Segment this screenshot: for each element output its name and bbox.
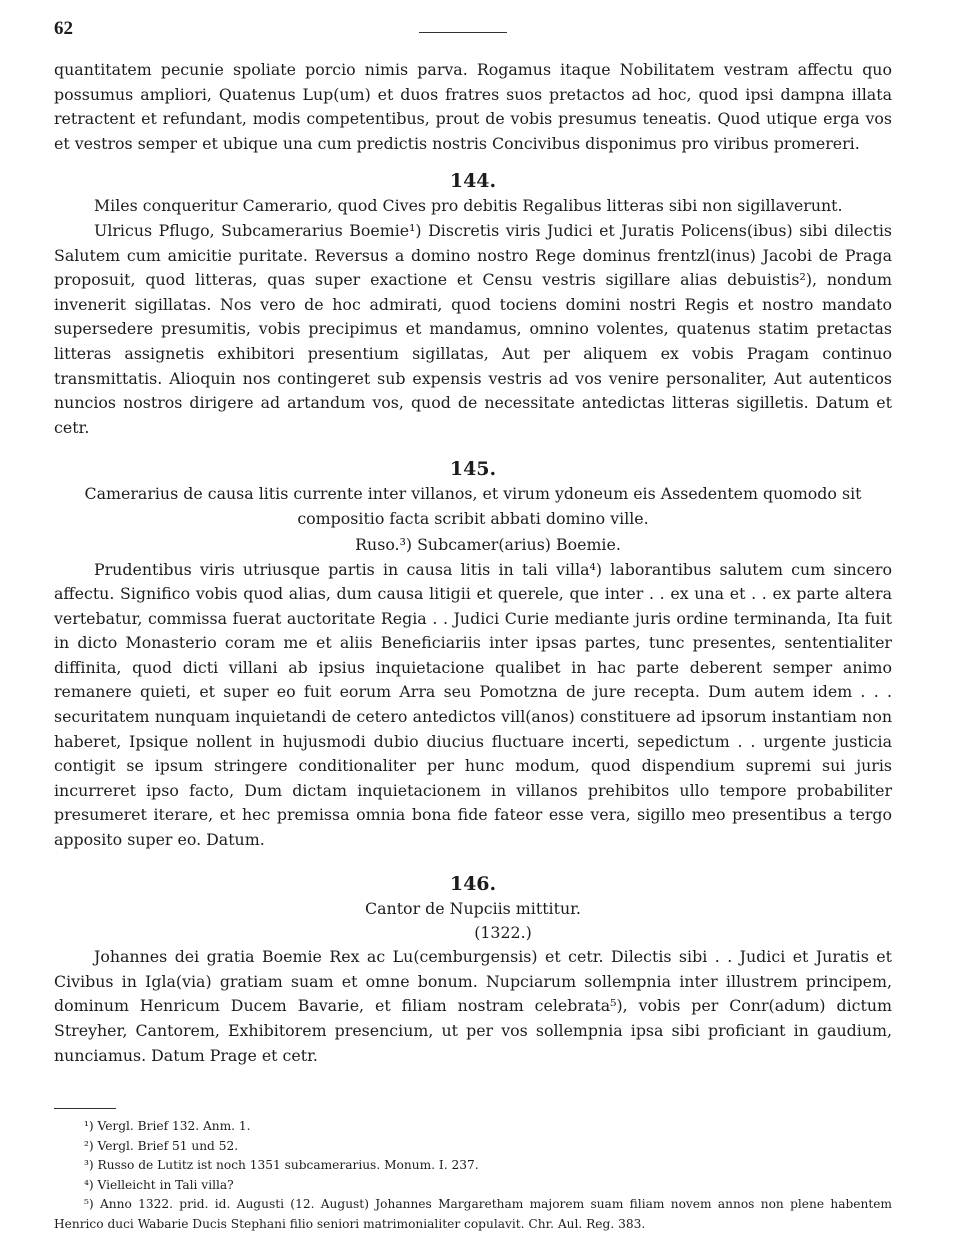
page-number: 62 bbox=[54, 18, 73, 39]
document-number-145: 145. bbox=[449, 458, 497, 481]
document-number-146: 146. bbox=[449, 872, 497, 895]
document-page bbox=[54, 14, 892, 1244]
document-title-145-line1: Camerarius de causa litis currente inter villanos, et virum ydoneum eis Assedentem quomodo sit bbox=[84, 484, 862, 504]
footnote-4: ⁴) Vielleicht in Tali villa? bbox=[84, 1177, 234, 1192]
document-body-144: Ulricus Pflugo, Subcamerarius Boemie¹) Discretis viris Judici et Juratis Policens(ibus) sibi dilectis Salutem cum amicitie puritate. Reversus a domino nostro Rege dominus frentzl(inus) Jacobi de Praga proposuit, quod litteras, quas super exactione et Censu vestris sigillare alias debuistis²), nondum invenerit sigillatas. Nos vero de hoc admirati, quod tociens domini nostri Regis et nostro mandato supersedere presumitis, vobis precipimus et mandamus, omnino volentes, quatenus statim pretactas litteras assignetis exhibitori presentium sigillatas, Aut per aliquem ex vobis Pragam continuo transmittatis. Alioquin nos contingeret sub expensis vestris ad vos venire personaliter, Aut autenticos nuncios nostros dirigere ad artandum vos, quod de necessitate antedictas litteras sigilletis. Datum et cetr. bbox=[54, 220, 892, 437]
document-body-145: Prudentibus viris utriusque partis in causa litis in tali villa⁴) laborantibus salutem cum sincero affectu. Significo vobis quod alias, dum causa litigii et querele, que inter . . ex una et . . ex parte altera vertebatur, commissa fuerat auctoritate Regia . . Judici Curie mediante juris ordine terminanda, Ita fuit in dicto Monasterio coram me et aliis Beneficiariis inter ipsas partes, tunc presentes, sententialiter diffinita, quod dicti villani ab ipsius inquietacione qualibet in hac parte deberent semper animo remanere quieti, et super eo fuit eorum Arra seu Pomotzna de jure recepta. Dum autem idem . . . securitatem nunquam inquietandi de cetero antedictos vill(anos) constituere ad ipsorum instantiam non haberet, Ipsique nollent in hujusmodi dubio diucius fluctuare incerti, sepedictum . . urgente justicia contigit se ipsum stringere conditionaliter per hunc modum, quod dispendium supremi sui juris incurreret ipso facto, Dum dictam inquietacionem in villanos prehibitos ullo tempore probabiliter presumeret iterare, et hec premissa omnia bona fide fateor esse vera, sigillo meo presentibus a tergo apposito super eo. Datum. bbox=[54, 559, 892, 850]
document-title-146: Cantor de Nupciis mittitur. bbox=[365, 898, 581, 918]
document-body-146: Johannes dei gratia Boemie Rex ac Lu(cemburgensis) et cetr. Dilectis sibi . . Judici et Juratis et Civibus in Igla(via) gratiam suam et omne bonum. Nupciarum sollempnia inter illustrem principem, dominum Henricum Ducem Bavarie, et filiam nostram celebrata⁵), vobis per Conr(adum) dictum Streyher, Cantorem, Exhibitorem presencium, ut per vos sollempnia ipsa sibi proficiant in gaudium, nunciamus. Datum Prage et cetr. bbox=[54, 947, 892, 1065]
footnotes-rule bbox=[54, 1108, 116, 1109]
footnote-1: ¹) Vergl. Brief 132. Anm. 1. bbox=[84, 1119, 251, 1134]
footnote-5: ⁵) Anno 1322. prid. id. Augusti (12. August) Johannes Margaretham majorem suam filiam novem annos non plene habentem Henrico duci Wabarie Ducis Stephani filio seniori matrimonialiter copulavit. Chr. Aul. Reg. 383. bbox=[54, 1197, 892, 1231]
page-header bbox=[54, 14, 892, 46]
header-rule bbox=[419, 32, 507, 33]
footnote-2: ²) Vergl. Brief 51 und 52. bbox=[84, 1138, 239, 1153]
document-title-144: Miles conqueritur Camerario, quod Cives pro debitis Regalibus litteras sibi non sigillaverunt. bbox=[94, 196, 843, 216]
continued-paragraph: quantitatem pecunie spoliate porcio nimis parva. Rogamus itaque Nobilitatem vestram affectu quo possumus ampliori, Quatenus Lup(um) et duos fratres suos pretactos ad hoc, quod ipsi dampna illata retractent et refundant, modis competentibus, prout de vobis presumus teneatis. Quod utique erga vos et vestros semper et ubique una cum predictis nostris Concivibus disponimus pro viribus promereri. bbox=[54, 60, 892, 153]
footnotes bbox=[54, 1117, 892, 1234]
document-number-144: 144. bbox=[449, 170, 497, 193]
document-sender-145: Ruso.³) Subcamer(arius) Boemie. bbox=[355, 534, 621, 554]
document-date-146: (1322.) bbox=[474, 923, 532, 943]
document-title-145-line2: compositio facta scribit abbati domino ville. bbox=[297, 508, 649, 528]
footnote-3: ³) Russo de Lutitz ist noch 1351 subcamerarius. Monum. I. 237. bbox=[84, 1158, 479, 1173]
